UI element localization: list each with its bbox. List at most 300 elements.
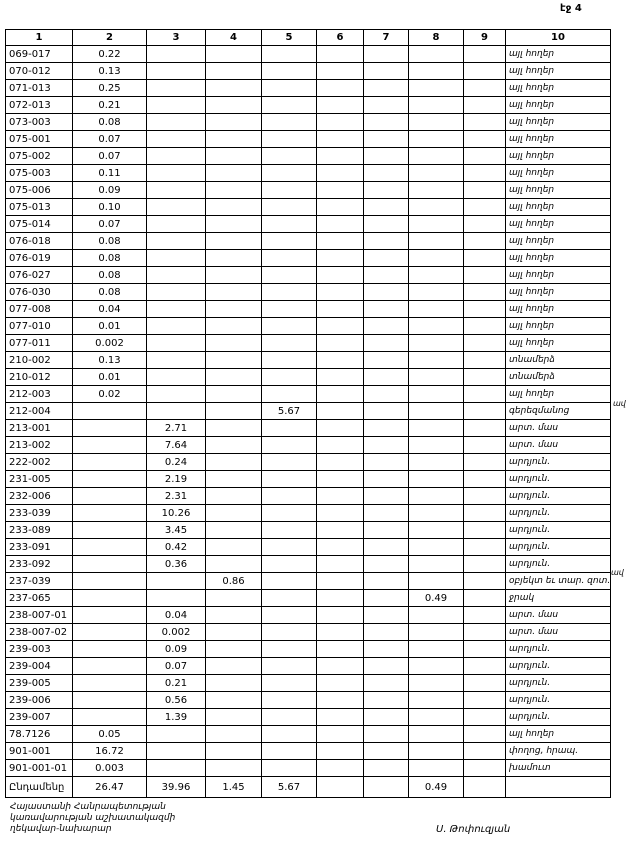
table-cell — [206, 658, 262, 675]
table-cell — [364, 641, 409, 658]
table-cell: 077-010 — [6, 318, 73, 335]
table-cell — [506, 777, 611, 798]
table-cell — [409, 760, 464, 777]
table-cell — [364, 539, 409, 556]
table-cell: 077-008 — [6, 301, 73, 318]
table-cell — [317, 97, 364, 114]
table-cell — [464, 182, 506, 199]
table-cell — [147, 267, 206, 284]
table-cell — [262, 386, 317, 403]
table-cell — [317, 63, 364, 80]
table-cell — [317, 148, 364, 165]
table-cell: 0.36 — [147, 556, 206, 573]
table-cell — [206, 114, 262, 131]
table-cell — [364, 250, 409, 267]
table-cell — [464, 522, 506, 539]
table-cell — [364, 114, 409, 131]
table-cell: 0.07 — [73, 148, 147, 165]
table-cell — [206, 369, 262, 386]
table-cell — [464, 250, 506, 267]
table-cell — [206, 301, 262, 318]
table-cell — [364, 63, 409, 80]
table-cell — [147, 352, 206, 369]
table-cell — [206, 760, 262, 777]
table-cell — [147, 403, 206, 420]
total-row — [6, 777, 611, 798]
table-cell: 076-030 — [6, 284, 73, 301]
table-cell — [409, 318, 464, 335]
table-cell — [262, 641, 317, 658]
table-row — [6, 369, 611, 386]
table-cell — [364, 675, 409, 692]
table-cell — [409, 182, 464, 199]
table-row — [6, 284, 611, 301]
table-cell — [364, 97, 409, 114]
table-cell: 075-013 — [6, 199, 73, 216]
table-cell — [262, 97, 317, 114]
table-cell — [206, 726, 262, 743]
table-cell — [409, 437, 464, 454]
table-cell — [317, 80, 364, 97]
table-cell — [317, 539, 364, 556]
signatory-title — [10, 802, 175, 835]
table-cell — [464, 505, 506, 522]
table-cell — [206, 624, 262, 641]
table-cell: Ընդամենը — [6, 777, 73, 798]
table-cell — [206, 556, 262, 573]
table-cell — [147, 318, 206, 335]
table-cell: այլ հողեր — [506, 114, 611, 131]
table-cell: 239-007 — [6, 709, 73, 726]
table-cell: 076-018 — [6, 233, 73, 250]
table-cell: 076-019 — [6, 250, 73, 267]
table-cell — [364, 437, 409, 454]
table-cell: 0.56 — [147, 692, 206, 709]
table-cell — [409, 114, 464, 131]
table-cell — [409, 743, 464, 760]
table-cell — [364, 454, 409, 471]
table-cell — [262, 624, 317, 641]
table-cell: 0.49 — [409, 590, 464, 607]
table-cell — [262, 743, 317, 760]
table-cell — [364, 624, 409, 641]
table-cell: խամուտ — [506, 760, 611, 777]
table-cell — [73, 658, 147, 675]
table-cell — [464, 692, 506, 709]
table-cell — [464, 318, 506, 335]
table-cell — [262, 675, 317, 692]
table-cell — [206, 505, 262, 522]
table-cell — [409, 335, 464, 352]
table-cell — [73, 522, 147, 539]
table-cell — [317, 556, 364, 573]
table-cell — [409, 573, 464, 590]
table-cell: 2.19 — [147, 471, 206, 488]
table-row — [6, 556, 611, 573]
table-row — [6, 97, 611, 114]
table-cell — [206, 216, 262, 233]
table-cell — [409, 607, 464, 624]
table-cell: 0.09 — [73, 182, 147, 199]
table-cell — [464, 709, 506, 726]
table-cell — [73, 437, 147, 454]
table-row — [6, 709, 611, 726]
table-cell: 0.21 — [73, 97, 147, 114]
table-cell — [409, 216, 464, 233]
column-header: 1 — [6, 30, 73, 46]
table-cell — [262, 471, 317, 488]
table-cell — [206, 97, 262, 114]
table-cell: 0.42 — [147, 539, 206, 556]
table-cell — [262, 165, 317, 182]
table-cell — [73, 641, 147, 658]
table-cell — [206, 539, 262, 556]
table-cell: 901-001 — [6, 743, 73, 760]
table-cell — [409, 709, 464, 726]
table-cell — [464, 199, 506, 216]
table-cell — [147, 131, 206, 148]
table-cell — [262, 182, 317, 199]
table-cell: 1.39 — [147, 709, 206, 726]
table-cell — [317, 777, 364, 798]
table-cell — [409, 471, 464, 488]
table-row — [6, 505, 611, 522]
land-register-table — [5, 29, 611, 798]
table-cell — [464, 80, 506, 97]
table-cell — [317, 335, 364, 352]
table-cell — [206, 607, 262, 624]
table-cell: այլ հողեր — [506, 199, 611, 216]
table-cell — [317, 522, 364, 539]
table-cell: 78.7126 — [6, 726, 73, 743]
table-cell: 0.003 — [73, 760, 147, 777]
table-cell: 0.10 — [73, 199, 147, 216]
table-cell — [464, 131, 506, 148]
table-cell: այլ հողեր — [506, 267, 611, 284]
table-cell — [206, 233, 262, 250]
table-cell: արդյուն. — [506, 709, 611, 726]
table-row — [6, 46, 611, 63]
table-cell — [317, 216, 364, 233]
table-cell — [147, 760, 206, 777]
table-cell — [464, 437, 506, 454]
table-cell — [73, 403, 147, 420]
table-cell — [147, 590, 206, 607]
table-cell — [464, 454, 506, 471]
table-cell — [409, 148, 464, 165]
table-cell: 213-001 — [6, 420, 73, 437]
table-cell — [262, 318, 317, 335]
table-cell — [73, 573, 147, 590]
table-cell — [317, 573, 364, 590]
table-row — [6, 437, 611, 454]
table-cell — [317, 743, 364, 760]
table-cell: 1.45 — [206, 777, 262, 798]
table-cell — [464, 216, 506, 233]
column-header: 7 — [364, 30, 409, 46]
table-cell: այլ հողեր — [506, 318, 611, 335]
table-cell: 0.08 — [73, 267, 147, 284]
table-cell — [409, 454, 464, 471]
table-cell — [364, 726, 409, 743]
table-cell: արդյուն. — [506, 658, 611, 675]
table-cell — [147, 216, 206, 233]
table-cell — [364, 386, 409, 403]
signatory-title-line: ղեկավար-նախարար — [10, 824, 112, 834]
table-cell — [262, 352, 317, 369]
table-cell: 16.72 — [73, 743, 147, 760]
table-cell: 901-001-01 — [6, 760, 73, 777]
table-cell — [464, 573, 506, 590]
column-header: 10 — [506, 30, 611, 46]
table-cell — [73, 505, 147, 522]
table-cell: այլ հողեր — [506, 97, 611, 114]
table-cell — [364, 335, 409, 352]
table-cell: 076-027 — [6, 267, 73, 284]
table-cell: 075-006 — [6, 182, 73, 199]
column-header: 8 — [409, 30, 464, 46]
table-cell — [262, 46, 317, 63]
table-cell — [206, 709, 262, 726]
table-cell: 0.07 — [147, 658, 206, 675]
table-cell — [409, 641, 464, 658]
table-cell: արդյուն. — [506, 454, 611, 471]
table-cell — [364, 148, 409, 165]
table-cell — [464, 335, 506, 352]
table-cell: 213-002 — [6, 437, 73, 454]
table-cell: արտ. մաս — [506, 437, 611, 454]
table-cell — [317, 233, 364, 250]
table-cell — [317, 658, 364, 675]
column-header: 2 — [73, 30, 147, 46]
table-cell: արդյուն. — [506, 641, 611, 658]
table-cell — [262, 505, 317, 522]
table-cell — [409, 63, 464, 80]
table-cell — [317, 692, 364, 709]
table-cell — [364, 80, 409, 97]
table-cell: 069-017 — [6, 46, 73, 63]
table-cell: 0.002 — [147, 624, 206, 641]
table-cell — [364, 590, 409, 607]
table-cell: 071-013 — [6, 80, 73, 97]
table-cell — [262, 267, 317, 284]
table-cell: այլ հողեր — [506, 148, 611, 165]
table-row — [6, 267, 611, 284]
table-cell — [464, 743, 506, 760]
table-cell — [317, 488, 364, 505]
table-cell: այլ հողեր — [506, 216, 611, 233]
table-cell — [147, 301, 206, 318]
table-cell: այլ հողեր — [506, 250, 611, 267]
table-cell — [147, 573, 206, 590]
table-cell: 7.64 — [147, 437, 206, 454]
table-cell — [409, 199, 464, 216]
table-cell: 239-003 — [6, 641, 73, 658]
table-cell — [464, 148, 506, 165]
table-cell — [409, 624, 464, 641]
table-cell: արտ. մաս — [506, 420, 611, 437]
table-cell — [317, 386, 364, 403]
table-cell: 238-007-01 — [6, 607, 73, 624]
table-cell — [364, 522, 409, 539]
header-row — [6, 30, 611, 46]
table-cell — [364, 471, 409, 488]
table-cell — [147, 199, 206, 216]
table-cell — [409, 80, 464, 97]
table-cell — [409, 403, 464, 420]
table-cell — [317, 318, 364, 335]
table-cell — [364, 284, 409, 301]
table-cell — [364, 420, 409, 437]
table-cell — [464, 301, 506, 318]
table-cell — [409, 165, 464, 182]
table-cell — [317, 199, 364, 216]
table-cell: 5.67 — [262, 777, 317, 798]
table-cell — [147, 114, 206, 131]
table-cell: 0.05 — [73, 726, 147, 743]
table-cell — [364, 760, 409, 777]
table-cell — [147, 386, 206, 403]
table-cell — [206, 250, 262, 267]
table-cell — [464, 403, 506, 420]
table-cell: օբյեկտ եւ տար. զոտ. — [506, 573, 611, 590]
table-cell — [262, 420, 317, 437]
table-cell — [317, 267, 364, 284]
table-cell: 0.13 — [73, 63, 147, 80]
table-cell — [262, 148, 317, 165]
table-cell — [409, 539, 464, 556]
table-cell — [464, 726, 506, 743]
table-cell — [464, 63, 506, 80]
table-cell — [317, 369, 364, 386]
table-cell: այլ հողեր — [506, 46, 611, 63]
table-cell: արդյուն. — [506, 556, 611, 573]
table-cell — [262, 437, 317, 454]
table-cell — [364, 131, 409, 148]
table-row — [6, 250, 611, 267]
table-row — [6, 148, 611, 165]
table-cell — [206, 743, 262, 760]
table-cell — [464, 284, 506, 301]
table-cell — [464, 641, 506, 658]
table-cell — [464, 352, 506, 369]
table-cell: այլ հողեր — [506, 335, 611, 352]
table-cell — [262, 539, 317, 556]
column-header: 4 — [206, 30, 262, 46]
table-cell: 210-012 — [6, 369, 73, 386]
table-cell: 212-004 — [6, 403, 73, 420]
table-cell — [262, 726, 317, 743]
table-row — [6, 539, 611, 556]
table-cell — [147, 743, 206, 760]
table-cell — [73, 675, 147, 692]
table-cell — [262, 335, 317, 352]
table-cell — [206, 80, 262, 97]
table-cell — [262, 250, 317, 267]
table-cell — [206, 692, 262, 709]
table-cell — [409, 386, 464, 403]
table-cell — [262, 63, 317, 80]
table-cell — [317, 505, 364, 522]
table-cell — [464, 556, 506, 573]
table-cell: 0.25 — [73, 80, 147, 97]
table-cell: արդյուն. — [506, 488, 611, 505]
table-cell — [409, 250, 464, 267]
table-cell — [262, 80, 317, 97]
table-cell — [317, 471, 364, 488]
table-cell: 0.86 — [206, 573, 262, 590]
table-cell — [317, 760, 364, 777]
table-cell: 233-089 — [6, 522, 73, 539]
table-cell — [147, 182, 206, 199]
table-cell — [262, 556, 317, 573]
table-row — [6, 301, 611, 318]
table-cell — [317, 726, 364, 743]
table-cell: 075-002 — [6, 148, 73, 165]
table-cell — [262, 522, 317, 539]
table-cell: 2.71 — [147, 420, 206, 437]
table-cell: այլ հողեր — [506, 165, 611, 182]
table-cell — [206, 420, 262, 437]
table-cell — [364, 199, 409, 216]
table-cell: 0.09 — [147, 641, 206, 658]
table-cell — [317, 114, 364, 131]
table-cell: այլ հողեր — [506, 386, 611, 403]
table-cell — [262, 216, 317, 233]
table-cell: 075-014 — [6, 216, 73, 233]
table-cell: արդյուն. — [506, 522, 611, 539]
table-cell — [409, 420, 464, 437]
table-cell — [73, 607, 147, 624]
table-cell — [364, 352, 409, 369]
table-cell — [464, 777, 506, 798]
table-cell — [409, 522, 464, 539]
table-cell — [464, 420, 506, 437]
table-cell: 075-003 — [6, 165, 73, 182]
table-cell — [262, 131, 317, 148]
table-cell: այլ հողեր — [506, 726, 611, 743]
table-cell — [464, 386, 506, 403]
table-cell — [206, 318, 262, 335]
table-cell: 0.08 — [73, 114, 147, 131]
table-cell — [147, 233, 206, 250]
table-cell — [409, 658, 464, 675]
table-cell: 239-005 — [6, 675, 73, 692]
table-cell — [464, 675, 506, 692]
table-cell — [409, 556, 464, 573]
table-cell: 0.07 — [73, 216, 147, 233]
table-cell: 233-091 — [6, 539, 73, 556]
table-cell: գերեզմանոց — [506, 403, 611, 420]
table-cell — [409, 233, 464, 250]
table-cell — [364, 369, 409, 386]
table-cell: 0.08 — [73, 233, 147, 250]
table-cell: 0.13 — [73, 352, 147, 369]
table-cell: 0.08 — [73, 250, 147, 267]
table-cell: տնամերձ — [506, 369, 611, 386]
table-cell — [409, 97, 464, 114]
table-cell — [206, 182, 262, 199]
table-cell — [364, 488, 409, 505]
table-row — [6, 726, 611, 743]
table-cell — [73, 624, 147, 641]
table-row — [6, 80, 611, 97]
table-cell — [464, 590, 506, 607]
table-cell: այլ հողեր — [506, 182, 611, 199]
table-cell: այլ հողեր — [506, 63, 611, 80]
table-cell — [262, 658, 317, 675]
table-row — [6, 131, 611, 148]
